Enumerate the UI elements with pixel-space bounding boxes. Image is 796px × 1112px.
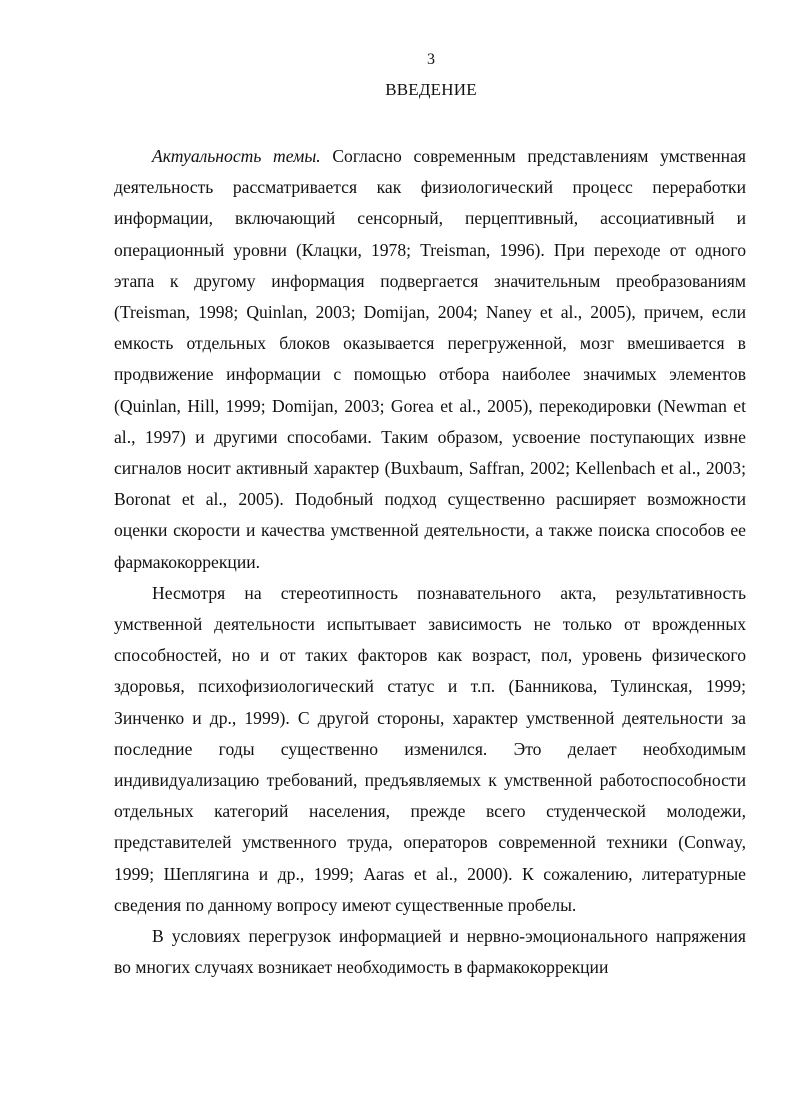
- paragraph-text: Согласно современным представлениям умственная деятельность рассматривается как физиологический процесс переработки информации, включающий сенсорный, перцептивный, ассоциативный и операционный уровни (Клацки, 1978; Treisman, 1996). При переходе от одного этапа к другому информация подвергается значительным преобразованиям (Treisman, 1998; Quinlan, 2003; Domijan, 2004; Naney et al., 2005), причем, если емкость отдельных блоков оказывается перегруженной, мозг вмешивается в продвижение информации с помощью отбора наиболее значимых элементов (Quinlan, Hill, 1999; Domijan, 2003; Gorea et al., 2005), перекодировки (Newman et al., 1997) и другими способами. Таким образом, усвоение поступающих извне сигналов носит активный характер (Buxbaum, Saffran, 2002; Kellenbach et al., 2003; Boronat et al., 2005). Подобный подход существенно расширяет возможности оценки скорости и качества умственной деятельности, а также поиска способов ее фармакокоррекции.: [114, 146, 746, 572]
- paragraph-text: В условиях перегрузок информацией и нервно-эмоционального напряжения во многих случаях возникает необходимость в фармакокоррекции: [114, 926, 746, 978]
- page-number: 3: [427, 51, 435, 68]
- paragraph-relevance: [114, 141, 746, 578]
- paragraph-factors: [114, 578, 746, 921]
- paragraph-lead: Актуальность темы.: [152, 146, 321, 166]
- body-text: [114, 141, 746, 983]
- paragraph-text: Несмотря на стереотипность познавательного акта, результативность умственной деятельности испытывает зависимость не только от врожденных способностей, но и от таких факторов как возраст, пол, уровень физического здоровья, психофизиологический статус и т.п. (Банникова, Тулинская, 1999; Зинченко и др., 1999). С другой стороны, характер умственной деятельности за последние годы существенно изменился. Это делает необходимым индивидуализацию требований, предъявляемых к умственной работоспособности отдельных категорий населения, прежде всего студенческой молодежи, представителей умственного труда, операторов современной техники (Conway, 1999; Шеплягина и др., 1999; Aaras et al., 2000). К сожалению, литературные сведения по данному вопросу имеют существенные пробелы.: [114, 582, 746, 915]
- paragraph-overload: [114, 921, 746, 983]
- page-title: ВВЕДЕНИЕ: [385, 80, 477, 99]
